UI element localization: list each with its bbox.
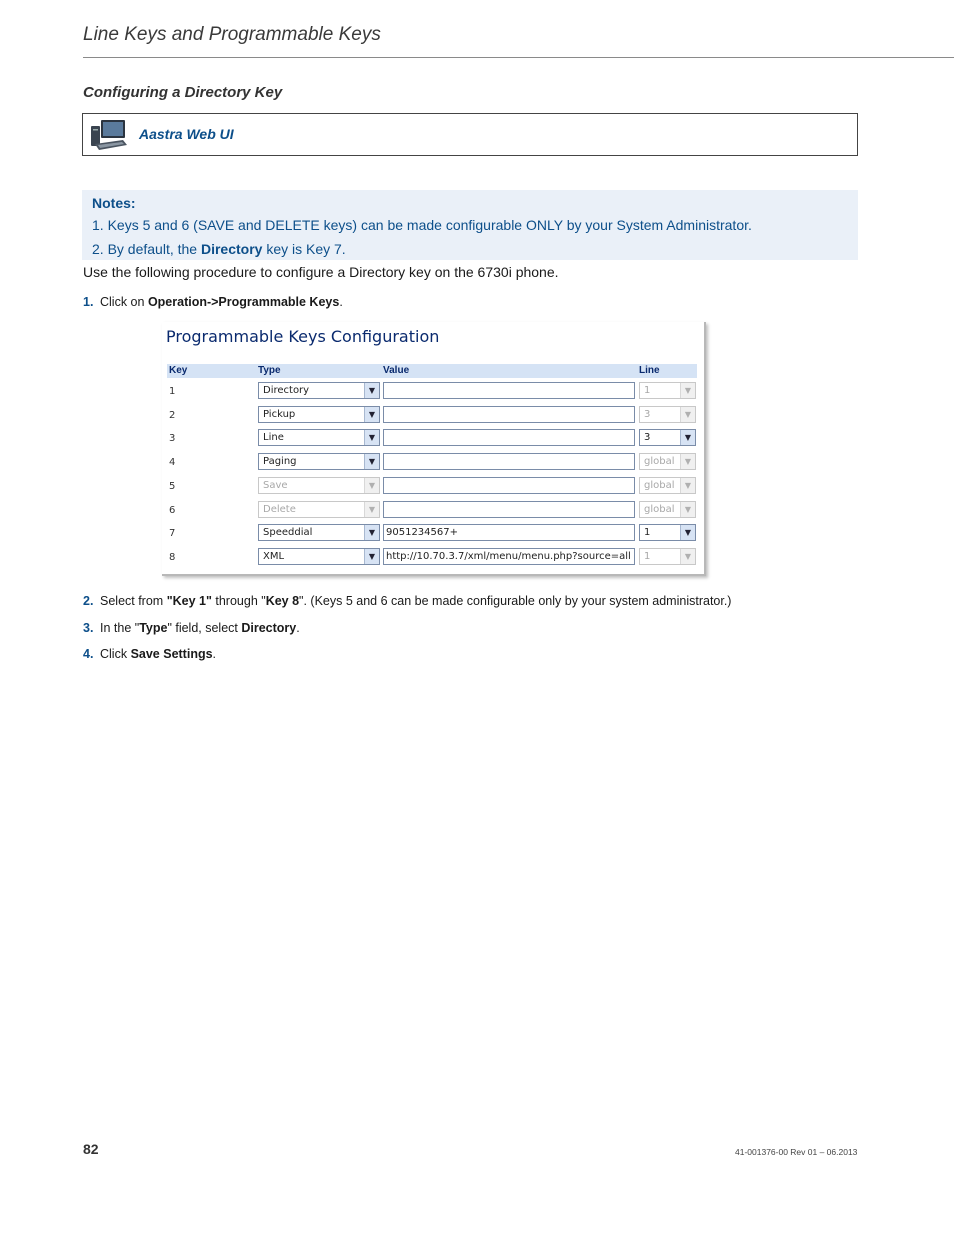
chevron-down-icon: ▼ xyxy=(680,407,695,422)
section-title: Configuring a Directory Key xyxy=(83,84,283,101)
line-select-value: global xyxy=(644,456,675,468)
type-select-value: Paging xyxy=(263,456,297,468)
type-select-value: XML xyxy=(263,550,285,562)
chevron-down-icon: ▼ xyxy=(680,502,695,517)
type-select[interactable] xyxy=(258,406,380,423)
table-row xyxy=(167,406,697,426)
step-3: 3. In the "Type" field, select Directory. xyxy=(83,621,300,635)
value-input[interactable] xyxy=(383,477,635,494)
value-input[interactable] xyxy=(383,382,635,399)
document-revision: 41-001376-00 Rev 01 – 06.2013 xyxy=(735,1147,858,1157)
type-select-value: Delete xyxy=(263,503,296,515)
line-select-value: global xyxy=(644,503,675,515)
chevron-down-icon: ▼ xyxy=(680,454,695,469)
type-select[interactable] xyxy=(258,382,380,399)
type-select[interactable] xyxy=(258,453,380,470)
table-row xyxy=(167,429,697,449)
line-select-value: 1 xyxy=(644,527,651,539)
notes-title: Notes: xyxy=(92,195,136,211)
value-input-text: http://10.70.3.7/xml/menu/menu.php?source=all xyxy=(386,550,631,562)
chevron-down-icon: ▼ xyxy=(364,502,379,517)
header-divider xyxy=(83,57,954,58)
chevron-down-icon: ▼ xyxy=(364,430,379,445)
type-select-value: Speeddial xyxy=(263,527,313,539)
value-input[interactable] xyxy=(383,548,635,565)
table-header xyxy=(167,364,697,378)
type-select-value: Directory xyxy=(263,385,310,396)
line-select[interactable] xyxy=(639,429,696,446)
chevron-down-icon: ▼ xyxy=(680,549,695,564)
header-title: Line Keys and Programmable Keys xyxy=(83,24,381,45)
col-value: Value xyxy=(383,365,410,376)
step-4: 4. Click Save Settings. xyxy=(83,647,217,661)
notes-box xyxy=(82,190,858,260)
chevron-down-icon: ▼ xyxy=(364,549,379,564)
type-select[interactable] xyxy=(258,548,380,565)
line-select xyxy=(639,477,696,494)
panel-title: Programmable Keys Configuration xyxy=(166,327,440,346)
web-ui-label: Aastra Web UI xyxy=(139,126,234,142)
chevron-down-icon: ▼ xyxy=(364,383,379,398)
key-number: 3 xyxy=(169,433,176,445)
value-input[interactable] xyxy=(383,429,635,446)
chevron-down-icon: ▼ xyxy=(364,525,379,540)
table-row xyxy=(167,453,697,473)
intro-text: Use the following procedure to configure a Directory key on the 6730i phone. xyxy=(83,264,559,280)
type-select xyxy=(258,501,380,518)
line-select-value: 3 xyxy=(644,408,651,420)
value-input[interactable] xyxy=(383,501,635,518)
web-ui-banner xyxy=(82,113,858,156)
line-select xyxy=(639,501,696,518)
line-select-value: global xyxy=(644,479,675,491)
note-item: 2. By default, the Directory key is Key 7. xyxy=(92,241,346,257)
value-input[interactable] xyxy=(383,406,635,423)
table-row xyxy=(167,501,697,521)
type-select-value: Pickup xyxy=(263,408,296,420)
key-number: 4 xyxy=(169,457,176,469)
computer-icon xyxy=(89,118,129,152)
key-number: 7 xyxy=(169,528,176,540)
type-select[interactable] xyxy=(258,524,380,541)
key-number: 8 xyxy=(169,551,176,563)
type-select-value: Line xyxy=(263,432,284,444)
table-row xyxy=(167,477,697,497)
chevron-down-icon: ▼ xyxy=(364,478,379,493)
chevron-down-icon: ▼ xyxy=(680,478,695,493)
note-item: 1. Keys 5 and 6 (SAVE and DELETE keys) can be made configurable ONLY by your System Administrator. xyxy=(92,217,752,233)
col-type: Type xyxy=(258,365,281,376)
page-number: 82 xyxy=(83,1141,99,1157)
key-number: 1 xyxy=(169,386,176,397)
type-select-value: Save xyxy=(263,479,288,491)
chevron-down-icon: ▼ xyxy=(364,407,379,422)
step-2: 2. Select from "Key 1" through "Key 8". (Keys 5 and 6 can be made configurable only by your system administrator.) xyxy=(83,594,732,608)
line-select xyxy=(639,406,696,423)
line-select xyxy=(639,548,696,565)
line-select-value: 3 xyxy=(644,432,651,444)
table-row xyxy=(167,524,697,544)
table-row xyxy=(167,548,697,568)
chevron-down-icon: ▼ xyxy=(680,525,695,540)
chevron-down-icon: ▼ xyxy=(680,383,695,398)
key-number: 6 xyxy=(169,504,176,516)
line-select xyxy=(639,453,696,470)
col-line: Line xyxy=(639,365,660,376)
table-row xyxy=(167,382,697,402)
chevron-down-icon: ▼ xyxy=(364,454,379,469)
type-select xyxy=(258,477,380,494)
line-select[interactable] xyxy=(639,524,696,541)
key-number: 5 xyxy=(169,480,176,492)
col-key: Key xyxy=(169,365,188,376)
value-input-text: 9051234567+ xyxy=(386,527,459,539)
value-input[interactable] xyxy=(383,453,635,470)
line-select-value: 1 xyxy=(644,385,651,396)
key-number: 2 xyxy=(169,409,176,421)
chevron-down-icon: ▼ xyxy=(680,430,695,445)
line-select-value: 1 xyxy=(644,550,651,562)
type-select[interactable] xyxy=(258,429,380,446)
value-input[interactable] xyxy=(383,524,635,541)
line-select xyxy=(639,382,696,399)
programmable-keys-screenshot xyxy=(162,322,706,576)
step-1: 1. Click on Operation->Programmable Keys. xyxy=(83,295,343,309)
